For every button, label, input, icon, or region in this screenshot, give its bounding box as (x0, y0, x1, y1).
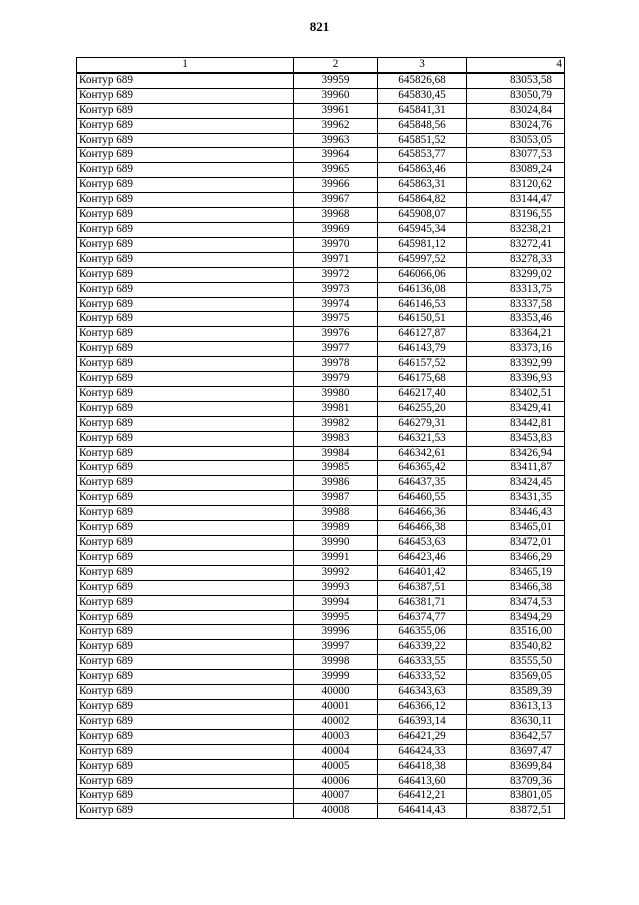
point-number-cell: 39959 (294, 73, 378, 88)
table-row (77, 252, 565, 267)
contour-name-cell: Контур 689 (77, 252, 294, 267)
point-number-cell: 39981 (294, 401, 378, 416)
point-number-cell: 39994 (294, 595, 378, 610)
table-row (77, 491, 565, 506)
x-coordinate-cell: 646401,42 (378, 565, 467, 580)
contour-name-cell: Контур 689 (77, 222, 294, 237)
table-row (77, 670, 565, 685)
y-coordinate-cell: 83697,47 (467, 744, 565, 759)
x-coordinate-cell: 646366,12 (378, 699, 467, 714)
point-number-cell: 39977 (294, 342, 378, 357)
point-number-cell: 39990 (294, 536, 378, 551)
contour-name-cell: Контур 689 (77, 297, 294, 312)
point-number-cell: 39982 (294, 416, 378, 431)
point-number-cell: 39980 (294, 386, 378, 401)
point-number-cell: 39995 (294, 610, 378, 625)
y-coordinate-cell: 83453,83 (467, 431, 565, 446)
contour-name-cell: Контур 689 (77, 550, 294, 565)
y-coordinate-cell: 83431,35 (467, 491, 565, 506)
point-number-cell: 39969 (294, 222, 378, 237)
contour-name-cell: Контур 689 (77, 416, 294, 431)
table-row (77, 193, 565, 208)
x-coordinate-cell: 646466,38 (378, 521, 467, 536)
x-coordinate-cell: 646413,60 (378, 774, 467, 789)
x-coordinate-cell: 646279,31 (378, 416, 467, 431)
table-row (77, 536, 565, 551)
y-coordinate-cell: 83053,05 (467, 133, 565, 148)
y-coordinate-cell: 83465,01 (467, 521, 565, 536)
y-coordinate-cell: 83272,41 (467, 237, 565, 252)
y-coordinate-cell: 83569,05 (467, 670, 565, 685)
point-number-cell: 39974 (294, 297, 378, 312)
point-number-cell: 39986 (294, 476, 378, 491)
x-coordinate-cell: 646355,06 (378, 625, 467, 640)
table-row (77, 133, 565, 148)
point-number-cell: 40001 (294, 699, 378, 714)
point-number-cell: 40007 (294, 789, 378, 804)
x-coordinate-cell: 646066,06 (378, 267, 467, 282)
x-coordinate-cell: 646418,38 (378, 759, 467, 774)
table-row (77, 118, 565, 133)
x-coordinate-cell: 646374,77 (378, 610, 467, 625)
contour-name-cell: Контур 689 (77, 178, 294, 193)
contour-name-cell: Контур 689 (77, 699, 294, 714)
x-coordinate-cell: 646466,36 (378, 506, 467, 521)
contour-name-cell: Контур 689 (77, 476, 294, 491)
table-row (77, 73, 565, 88)
y-coordinate-cell: 83402,51 (467, 386, 565, 401)
y-coordinate-cell: 83429,41 (467, 401, 565, 416)
contour-name-cell: Контур 689 (77, 372, 294, 387)
contour-name-cell: Контур 689 (77, 312, 294, 327)
y-coordinate-cell: 83392,99 (467, 357, 565, 372)
point-number-cell: 39996 (294, 625, 378, 640)
y-coordinate-cell: 83196,55 (467, 208, 565, 223)
table-row (77, 699, 565, 714)
table-row (77, 327, 565, 342)
point-number-cell: 39960 (294, 88, 378, 103)
y-coordinate-cell: 83337,58 (467, 297, 565, 312)
x-coordinate-cell: 646157,52 (378, 357, 467, 372)
point-number-cell: 39965 (294, 163, 378, 178)
x-coordinate-cell: 646150,51 (378, 312, 467, 327)
y-coordinate-cell: 83353,46 (467, 312, 565, 327)
x-coordinate-cell: 645830,45 (378, 88, 467, 103)
table-row (77, 565, 565, 580)
point-number-cell: 39997 (294, 640, 378, 655)
x-coordinate-cell: 645853,77 (378, 148, 467, 163)
y-coordinate-cell: 83077,53 (467, 148, 565, 163)
y-coordinate-cell: 83466,29 (467, 550, 565, 565)
table-row (77, 610, 565, 625)
contour-name-cell: Контур 689 (77, 148, 294, 163)
table-row (77, 386, 565, 401)
table-row (77, 759, 565, 774)
table-row (77, 774, 565, 789)
point-number-cell: 40002 (294, 714, 378, 729)
contour-name-cell: Контур 689 (77, 342, 294, 357)
x-coordinate-cell: 646175,68 (378, 372, 467, 387)
y-coordinate-cell: 83642,57 (467, 729, 565, 744)
contour-name-cell: Контур 689 (77, 133, 294, 148)
contour-name-cell: Контур 689 (77, 431, 294, 446)
table-row (77, 685, 565, 700)
column-header-1: 1 (77, 58, 294, 73)
point-number-cell: 39961 (294, 103, 378, 118)
table-row (77, 178, 565, 193)
contour-name-cell: Контур 689 (77, 282, 294, 297)
x-coordinate-cell: 646321,53 (378, 431, 467, 446)
contour-name-cell: Контур 689 (77, 491, 294, 506)
y-coordinate-cell: 83144,47 (467, 193, 565, 208)
contour-name-cell: Контур 689 (77, 386, 294, 401)
table-row (77, 208, 565, 223)
table-row (77, 357, 565, 372)
y-coordinate-cell: 83613,13 (467, 699, 565, 714)
point-number-cell: 40006 (294, 774, 378, 789)
table-row (77, 476, 565, 491)
y-coordinate-cell: 83373,16 (467, 342, 565, 357)
y-coordinate-cell: 83709,36 (467, 774, 565, 789)
contour-name-cell: Контур 689 (77, 237, 294, 252)
table-row (77, 416, 565, 431)
point-number-cell: 39998 (294, 655, 378, 670)
x-coordinate-cell: 646453,63 (378, 536, 467, 551)
y-coordinate-cell: 83238,21 (467, 222, 565, 237)
y-coordinate-cell: 83442,81 (467, 416, 565, 431)
x-coordinate-cell: 646365,42 (378, 461, 467, 476)
point-number-cell: 39979 (294, 372, 378, 387)
table-row (77, 222, 565, 237)
table-row (77, 446, 565, 461)
contour-name-cell: Контур 689 (77, 670, 294, 685)
y-coordinate-cell: 83872,51 (467, 804, 565, 819)
x-coordinate-cell: 646414,43 (378, 804, 467, 819)
table-row (77, 282, 565, 297)
x-coordinate-cell: 645997,52 (378, 252, 467, 267)
x-coordinate-cell: 646381,71 (378, 595, 467, 610)
table-body (77, 73, 565, 819)
point-number-cell: 39983 (294, 431, 378, 446)
table-row (77, 401, 565, 416)
point-number-cell: 40000 (294, 685, 378, 700)
table-row (77, 431, 565, 446)
table-row (77, 237, 565, 252)
y-coordinate-cell: 83396,93 (467, 372, 565, 387)
x-coordinate-cell: 646143,79 (378, 342, 467, 357)
y-coordinate-cell: 83050,79 (467, 88, 565, 103)
y-coordinate-cell: 83472,01 (467, 536, 565, 551)
point-number-cell: 39992 (294, 565, 378, 580)
point-number-cell: 39975 (294, 312, 378, 327)
contour-name-cell: Контур 689 (77, 714, 294, 729)
x-coordinate-cell: 646136,08 (378, 282, 467, 297)
point-number-cell: 39972 (294, 267, 378, 282)
point-number-cell: 39993 (294, 580, 378, 595)
point-number-cell: 39970 (294, 237, 378, 252)
x-coordinate-cell: 646412,21 (378, 789, 467, 804)
x-coordinate-cell: 645981,12 (378, 237, 467, 252)
table-row (77, 580, 565, 595)
table-row (77, 148, 565, 163)
point-number-cell: 39991 (294, 550, 378, 565)
contour-name-cell: Контур 689 (77, 536, 294, 551)
point-number-cell: 40008 (294, 804, 378, 819)
x-coordinate-cell: 646217,40 (378, 386, 467, 401)
point-number-cell: 39985 (294, 461, 378, 476)
point-number-cell: 39963 (294, 133, 378, 148)
table-row (77, 163, 565, 178)
x-coordinate-cell: 646393,14 (378, 714, 467, 729)
contour-name-cell: Контур 689 (77, 744, 294, 759)
table-row (77, 88, 565, 103)
page-number: 821 (309, 19, 330, 34)
table-row (77, 521, 565, 536)
coordinates-table (76, 57, 565, 819)
x-coordinate-cell: 645851,52 (378, 133, 467, 148)
point-number-cell: 39967 (294, 193, 378, 208)
table-row (77, 655, 565, 670)
point-number-cell: 39971 (294, 252, 378, 267)
contour-name-cell: Контур 689 (77, 685, 294, 700)
point-number-cell: 40003 (294, 729, 378, 744)
y-coordinate-cell: 83589,39 (467, 685, 565, 700)
contour-name-cell: Контур 689 (77, 506, 294, 521)
y-coordinate-cell: 83801,05 (467, 789, 565, 804)
contour-name-cell: Контур 689 (77, 595, 294, 610)
table-row (77, 804, 565, 819)
x-coordinate-cell: 646342,61 (378, 446, 467, 461)
contour-name-cell: Контур 689 (77, 789, 294, 804)
y-coordinate-cell: 83313,75 (467, 282, 565, 297)
point-number-cell: 40005 (294, 759, 378, 774)
table-row (77, 789, 565, 804)
point-number-cell: 39976 (294, 327, 378, 342)
table-row (77, 625, 565, 640)
column-header-4: 4 (467, 58, 565, 73)
contour-name-cell: Контур 689 (77, 565, 294, 580)
table-row (77, 640, 565, 655)
x-coordinate-cell: 646421,29 (378, 729, 467, 744)
y-coordinate-cell: 83465,19 (467, 565, 565, 580)
y-coordinate-cell: 83089,24 (467, 163, 565, 178)
table-row (77, 729, 565, 744)
contour-name-cell: Контур 689 (77, 461, 294, 476)
contour-name-cell: Контур 689 (77, 118, 294, 133)
x-coordinate-cell: 646146,53 (378, 297, 467, 312)
contour-name-cell: Контур 689 (77, 73, 294, 88)
x-coordinate-cell: 646127,87 (378, 327, 467, 342)
x-coordinate-cell: 645848,56 (378, 118, 467, 133)
contour-name-cell: Контур 689 (77, 804, 294, 819)
contour-name-cell: Контур 689 (77, 446, 294, 461)
point-number-cell: 39962 (294, 118, 378, 133)
point-number-cell: 39984 (294, 446, 378, 461)
y-coordinate-cell: 83630,11 (467, 714, 565, 729)
contour-name-cell: Контур 689 (77, 401, 294, 416)
x-coordinate-cell: 646343,63 (378, 685, 467, 700)
y-coordinate-cell: 83494,29 (467, 610, 565, 625)
contour-name-cell: Контур 689 (77, 163, 294, 178)
point-number-cell: 39978 (294, 357, 378, 372)
x-coordinate-cell: 645841,31 (378, 103, 467, 118)
table-row (77, 506, 565, 521)
contour-name-cell: Контур 689 (77, 580, 294, 595)
y-coordinate-cell: 83516,00 (467, 625, 565, 640)
contour-name-cell: Контур 689 (77, 267, 294, 282)
contour-name-cell: Контур 689 (77, 88, 294, 103)
table-row (77, 267, 565, 282)
x-coordinate-cell: 645908,07 (378, 208, 467, 223)
x-coordinate-cell: 645826,68 (378, 73, 467, 88)
y-coordinate-cell: 83024,84 (467, 103, 565, 118)
y-coordinate-cell: 83555,50 (467, 655, 565, 670)
table-row (77, 297, 565, 312)
point-number-cell: 39964 (294, 148, 378, 163)
column-header-3: 3 (378, 58, 467, 73)
contour-name-cell: Контур 689 (77, 521, 294, 536)
x-coordinate-cell: 646424,33 (378, 744, 467, 759)
x-coordinate-cell: 646339,22 (378, 640, 467, 655)
contour-name-cell: Контур 689 (77, 610, 294, 625)
y-coordinate-cell: 83540,82 (467, 640, 565, 655)
contour-name-cell: Контур 689 (77, 774, 294, 789)
y-coordinate-cell: 83426,94 (467, 446, 565, 461)
table-row (77, 372, 565, 387)
x-coordinate-cell: 646460,55 (378, 491, 467, 506)
point-number-cell: 39988 (294, 506, 378, 521)
y-coordinate-cell: 83299,02 (467, 267, 565, 282)
table-row (77, 550, 565, 565)
table-header-row (77, 58, 565, 73)
point-number-cell: 40004 (294, 744, 378, 759)
contour-name-cell: Контур 689 (77, 327, 294, 342)
y-coordinate-cell: 83424,45 (467, 476, 565, 491)
contour-name-cell: Контур 689 (77, 208, 294, 223)
column-header-2: 2 (294, 58, 378, 73)
point-number-cell: 39966 (294, 178, 378, 193)
table-row (77, 461, 565, 476)
table-row (77, 595, 565, 610)
x-coordinate-cell: 645945,34 (378, 222, 467, 237)
point-number-cell: 39987 (294, 491, 378, 506)
contour-name-cell: Контур 689 (77, 729, 294, 744)
table-row (77, 312, 565, 327)
x-coordinate-cell: 646437,35 (378, 476, 467, 491)
contour-name-cell: Контур 689 (77, 103, 294, 118)
table-row (77, 714, 565, 729)
x-coordinate-cell: 646387,51 (378, 580, 467, 595)
contour-name-cell: Контур 689 (77, 357, 294, 372)
y-coordinate-cell: 83120,62 (467, 178, 565, 193)
y-coordinate-cell: 83466,38 (467, 580, 565, 595)
table-row (77, 744, 565, 759)
contour-name-cell: Контур 689 (77, 193, 294, 208)
x-coordinate-cell: 646333,52 (378, 670, 467, 685)
y-coordinate-cell: 83024,76 (467, 118, 565, 133)
point-number-cell: 39968 (294, 208, 378, 223)
y-coordinate-cell: 83446,43 (467, 506, 565, 521)
y-coordinate-cell: 83278,33 (467, 252, 565, 267)
x-coordinate-cell: 646255,20 (378, 401, 467, 416)
y-coordinate-cell: 83411,87 (467, 461, 565, 476)
x-coordinate-cell: 645864,82 (378, 193, 467, 208)
contour-name-cell: Контур 689 (77, 759, 294, 774)
x-coordinate-cell: 646423,46 (378, 550, 467, 565)
y-coordinate-cell: 83699,84 (467, 759, 565, 774)
point-number-cell: 39973 (294, 282, 378, 297)
x-coordinate-cell: 646333,55 (378, 655, 467, 670)
y-coordinate-cell: 83053,58 (467, 73, 565, 88)
point-number-cell: 39999 (294, 670, 378, 685)
y-coordinate-cell: 83474,53 (467, 595, 565, 610)
x-coordinate-cell: 645863,31 (378, 178, 467, 193)
contour-name-cell: Контур 689 (77, 625, 294, 640)
x-coordinate-cell: 645863,46 (378, 163, 467, 178)
y-coordinate-cell: 83364,21 (467, 327, 565, 342)
point-number-cell: 39989 (294, 521, 378, 536)
contour-name-cell: Контур 689 (77, 655, 294, 670)
table-row (77, 342, 565, 357)
table-row (77, 103, 565, 118)
contour-name-cell: Контур 689 (77, 640, 294, 655)
